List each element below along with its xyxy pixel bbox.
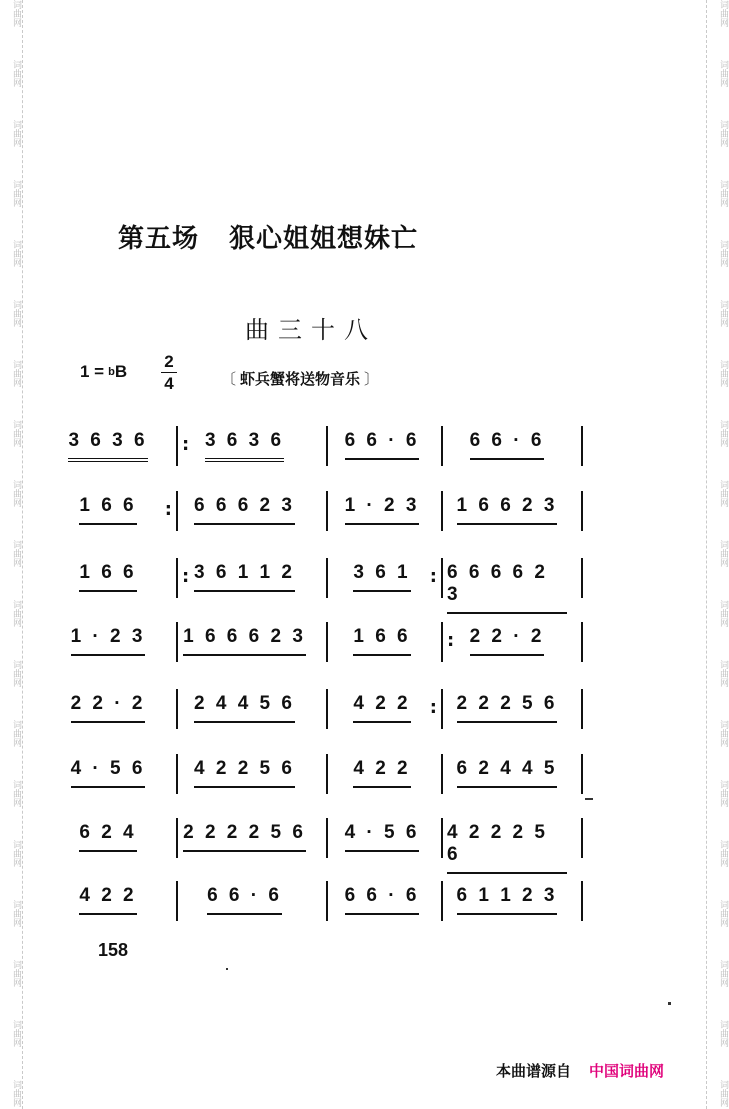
watermark-text: 词曲网 bbox=[11, 300, 21, 327]
note-group: 6 6 · 6 bbox=[470, 430, 545, 460]
barline bbox=[441, 881, 443, 921]
scene-title: 狠心姐姐想妹亡 bbox=[229, 224, 419, 254]
barline bbox=[441, 558, 443, 598]
note-group: 4 2 2 5 6 bbox=[194, 758, 295, 788]
watermark-text: 词曲网 bbox=[718, 1080, 728, 1107]
barline bbox=[581, 622, 583, 662]
note-group: 4 · 5 6 bbox=[71, 758, 146, 788]
score-measure bbox=[62, 822, 154, 862]
barline bbox=[176, 689, 178, 729]
barline bbox=[176, 426, 178, 466]
watermark-text: 词曲网 bbox=[11, 420, 21, 447]
watermark-text: 词曲网 bbox=[11, 540, 21, 567]
note-group: 1 6 6 bbox=[79, 495, 136, 525]
watermark-text: 词曲网 bbox=[718, 120, 728, 147]
note-group: 1 6 6 6 2 3 bbox=[183, 626, 306, 656]
watermark-text: 词曲网 bbox=[11, 480, 21, 507]
brand-link[interactable]: 中国词曲网 bbox=[589, 1062, 665, 1080]
note-group: 2 4 4 5 6 bbox=[194, 693, 295, 723]
note-group: 4 2 2 bbox=[353, 758, 410, 788]
bracket-open: 〔 bbox=[221, 370, 237, 388]
score-measure bbox=[62, 562, 154, 602]
bracket-close: 〕 bbox=[364, 370, 380, 388]
watermark-text: 词曲网 bbox=[718, 420, 728, 447]
score-measure bbox=[182, 758, 307, 798]
barline bbox=[581, 881, 583, 921]
score-measure bbox=[332, 822, 432, 862]
watermark-text: 词曲网 bbox=[718, 840, 728, 867]
watermark-text: 词曲网 bbox=[718, 0, 728, 27]
barline bbox=[441, 491, 443, 531]
barline bbox=[176, 622, 178, 662]
barline bbox=[441, 818, 443, 858]
watermark-text: 词曲网 bbox=[718, 360, 728, 387]
score-measure bbox=[182, 626, 307, 666]
score-row bbox=[58, 693, 588, 733]
ink-speck bbox=[668, 1002, 671, 1005]
watermark-text: 词曲网 bbox=[718, 960, 728, 987]
watermark-text: 词曲网 bbox=[11, 1020, 21, 1047]
note-group: 4 2 2 bbox=[353, 693, 410, 723]
barline bbox=[581, 818, 583, 858]
watermark-text: 词曲网 bbox=[718, 600, 728, 627]
scene-heading bbox=[118, 218, 418, 255]
score-row bbox=[58, 430, 588, 470]
barline bbox=[176, 881, 178, 921]
score-measure bbox=[447, 885, 567, 925]
score-measure bbox=[332, 562, 432, 602]
watermark-text: 词曲网 bbox=[11, 120, 21, 147]
barline bbox=[326, 818, 328, 858]
key-prefix: 1 = bbox=[80, 362, 105, 381]
score-measure bbox=[62, 495, 154, 535]
flat-sign: b bbox=[108, 366, 115, 378]
source-footer bbox=[496, 1060, 664, 1081]
score-measure bbox=[182, 693, 307, 733]
subtitle-text: 虾兵蟹将送物音乐 bbox=[240, 370, 361, 388]
watermark-text: 词曲网 bbox=[11, 720, 21, 747]
time-denominator: 4 bbox=[164, 374, 174, 393]
score-measure bbox=[332, 693, 432, 733]
barline bbox=[176, 558, 178, 598]
watermark-text: 词曲网 bbox=[11, 1080, 21, 1107]
score-measure bbox=[182, 822, 307, 862]
barline bbox=[326, 622, 328, 662]
score-row bbox=[58, 758, 588, 798]
time-signature bbox=[158, 352, 180, 393]
score-measure bbox=[332, 758, 432, 798]
score-measure bbox=[447, 495, 567, 535]
barline bbox=[326, 689, 328, 729]
watermark-text: 词曲网 bbox=[718, 1020, 728, 1047]
note-group: 1 6 6 bbox=[353, 626, 410, 656]
note-group: 4 2 2 bbox=[79, 885, 136, 915]
score-measure bbox=[447, 822, 567, 865]
barline bbox=[441, 689, 443, 729]
note-group: 6 6 · 6 bbox=[207, 885, 282, 915]
note-group: 6 6 6 2 3 bbox=[194, 495, 295, 525]
watermark-text: 词曲网 bbox=[718, 480, 728, 507]
score-measure bbox=[447, 626, 567, 666]
score-measure bbox=[62, 758, 154, 798]
ink-speck bbox=[226, 968, 228, 970]
barline bbox=[581, 558, 583, 598]
watermark-text: 词曲网 bbox=[718, 780, 728, 807]
barline bbox=[581, 426, 583, 466]
note-group: 6 6 6 6 2 3 bbox=[447, 562, 567, 614]
score-row bbox=[58, 626, 588, 666]
note-group: 6 2 4 bbox=[79, 822, 136, 852]
barline bbox=[441, 754, 443, 794]
score-measure bbox=[332, 626, 432, 666]
barline bbox=[581, 689, 583, 729]
barline bbox=[176, 818, 178, 858]
scene-number: 第五场 bbox=[118, 224, 200, 254]
score-row bbox=[58, 562, 588, 605]
score-measure bbox=[62, 626, 154, 666]
watermark-text: 词曲网 bbox=[718, 720, 728, 747]
score-row bbox=[58, 495, 588, 535]
key-note: B bbox=[114, 362, 128, 381]
source-label: 本曲谱源自 bbox=[496, 1062, 572, 1080]
note-group: 1 · 2 3 bbox=[345, 495, 420, 525]
barline bbox=[441, 622, 443, 662]
score-measure bbox=[332, 495, 432, 535]
page-number: 158 bbox=[98, 940, 129, 960]
score-row bbox=[58, 885, 588, 925]
note-group: 2 2 · 2 bbox=[470, 626, 545, 656]
watermark-text: 词曲网 bbox=[11, 900, 21, 927]
watermark-text: 词曲网 bbox=[718, 60, 728, 87]
note-group: 3 6 3 6 bbox=[205, 430, 284, 462]
barline bbox=[326, 426, 328, 466]
watermark-text: 词曲网 bbox=[11, 600, 21, 627]
watermark-text: 词曲网 bbox=[11, 180, 21, 207]
watermark-text: 词曲网 bbox=[11, 960, 21, 987]
score-measure bbox=[62, 430, 154, 470]
watermark-text: 词曲网 bbox=[11, 780, 21, 807]
score-measure bbox=[447, 562, 567, 605]
barline bbox=[176, 754, 178, 794]
note-group: 6 1 1 2 3 bbox=[457, 885, 558, 915]
piece-title: 曲三十八 bbox=[245, 316, 377, 344]
watermark-text: 词曲网 bbox=[718, 540, 728, 567]
music-subtitle bbox=[217, 368, 383, 389]
score-measure bbox=[182, 430, 307, 470]
barline bbox=[581, 491, 583, 531]
ink-mark bbox=[585, 798, 593, 800]
barline bbox=[326, 491, 328, 531]
watermark-text: 词曲网 bbox=[718, 240, 728, 267]
barline bbox=[176, 491, 178, 531]
barline bbox=[441, 426, 443, 466]
score-measure bbox=[332, 885, 432, 925]
watermark-text: 词曲网 bbox=[11, 840, 21, 867]
score-measure bbox=[447, 758, 567, 798]
watermark-text: 词曲网 bbox=[718, 300, 728, 327]
score-measure bbox=[447, 693, 567, 733]
score-row bbox=[58, 822, 588, 865]
watermark-text: 词曲网 bbox=[11, 0, 21, 27]
watermark-text: 词曲网 bbox=[11, 60, 21, 87]
watermark-text: 词曲网 bbox=[718, 180, 728, 207]
score-measure bbox=[62, 885, 154, 925]
barline bbox=[581, 754, 583, 794]
time-numerator: 2 bbox=[164, 352, 174, 371]
score-measure bbox=[332, 430, 432, 470]
score-measure bbox=[182, 495, 307, 535]
note-group: 1 6 6 bbox=[79, 562, 136, 592]
score-measure bbox=[182, 562, 307, 602]
score-measure bbox=[447, 430, 567, 470]
note-group: 1 6 6 2 3 bbox=[457, 495, 558, 525]
note-group: 3 6 1 1 2 bbox=[194, 562, 295, 592]
key-signature bbox=[80, 362, 127, 382]
watermark-text: 词曲网 bbox=[11, 240, 21, 267]
watermark-text: 词曲网 bbox=[11, 360, 21, 387]
note-group: 4 · 5 6 bbox=[345, 822, 420, 852]
barline bbox=[326, 881, 328, 921]
watermark-text: 词曲网 bbox=[718, 660, 728, 687]
note-group: 4 2 2 2 5 6 bbox=[447, 822, 567, 874]
note-group: 3 6 1 bbox=[353, 562, 410, 592]
note-group: 1 · 2 3 bbox=[71, 626, 146, 656]
watermark-text: 词曲网 bbox=[718, 900, 728, 927]
barline bbox=[326, 754, 328, 794]
watermark-text: 词曲网 bbox=[11, 660, 21, 687]
note-group: 6 6 · 6 bbox=[345, 885, 420, 915]
note-group: 6 2 4 4 5 bbox=[457, 758, 558, 788]
score-measure bbox=[182, 885, 307, 925]
note-group: 2 2 2 5 6 bbox=[457, 693, 558, 723]
note-group: 6 6 · 6 bbox=[345, 430, 420, 460]
barline bbox=[326, 558, 328, 598]
note-group: 3 6 3 6 bbox=[68, 430, 147, 462]
note-group: 2 2 2 2 5 6 bbox=[183, 822, 306, 852]
note-group: 2 2 · 2 bbox=[71, 693, 146, 723]
score-measure bbox=[62, 693, 154, 733]
